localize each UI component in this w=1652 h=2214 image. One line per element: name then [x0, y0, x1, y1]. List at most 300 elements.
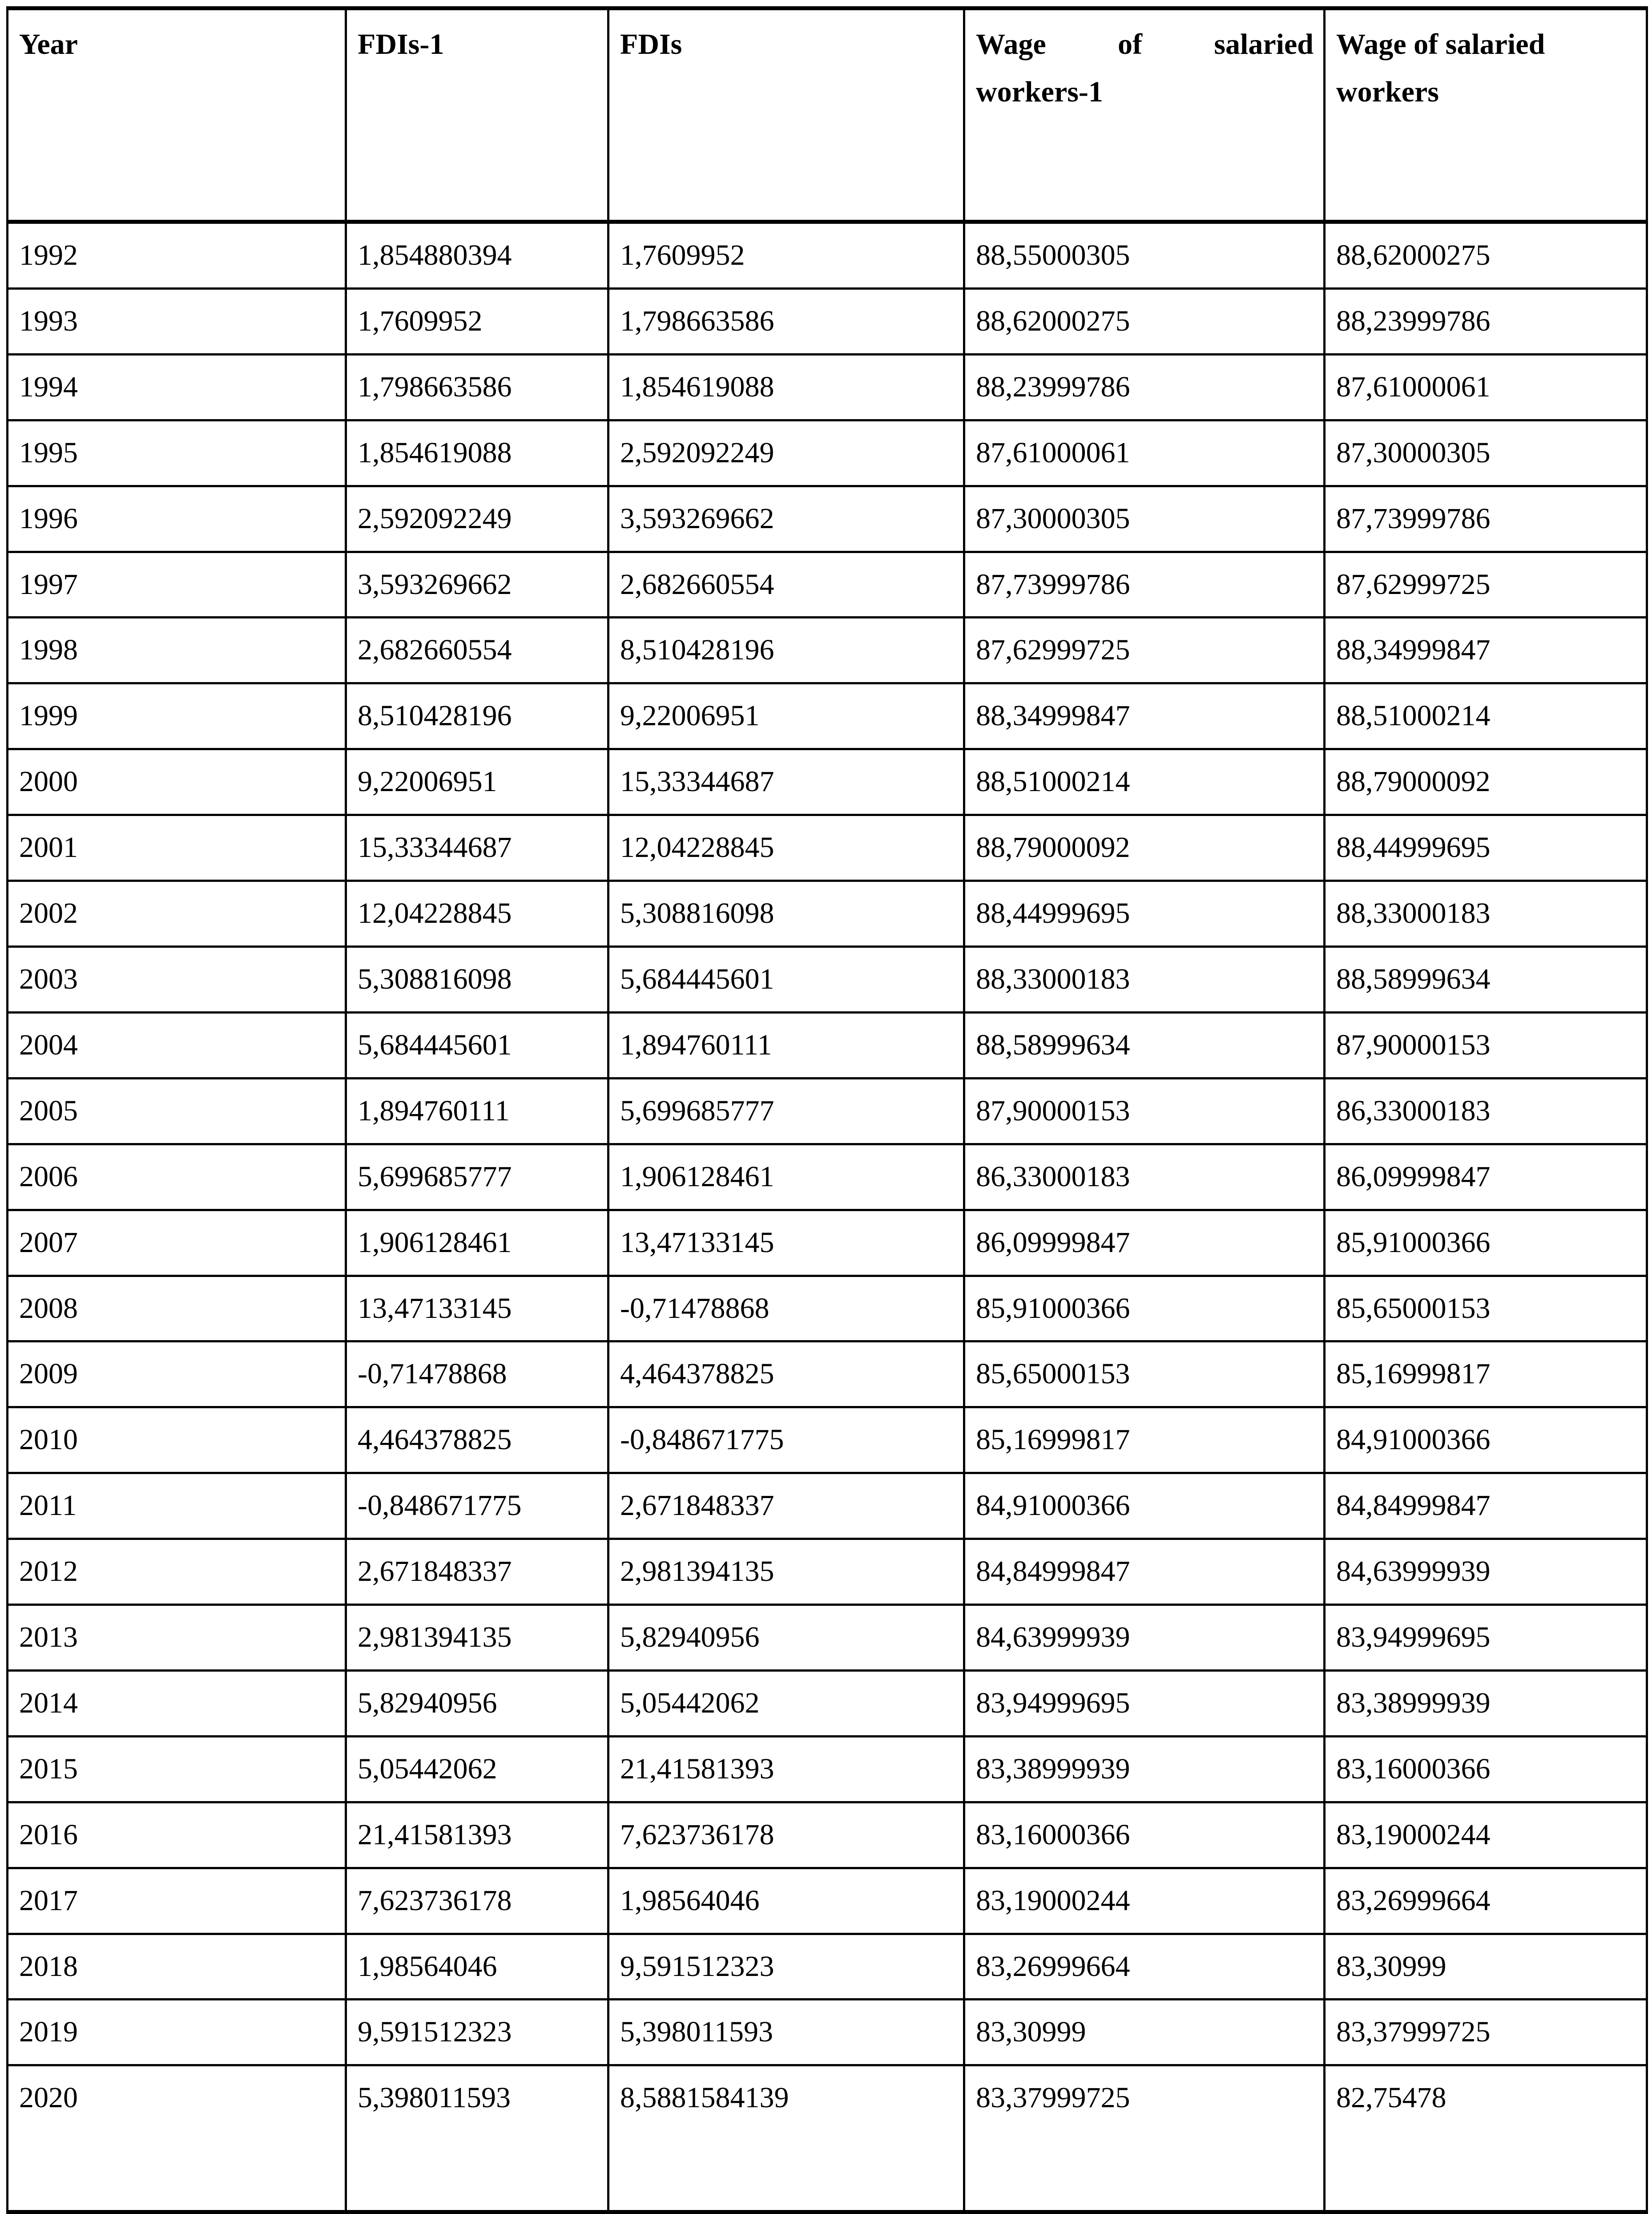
table-cell-wage	[1325, 749, 1647, 815]
cell-value-fdis: 9,22006951	[620, 699, 760, 732]
cell-value-wage1: 84,84999847	[976, 1555, 1130, 1588]
cell-value-wage: 84,63999939	[1336, 1555, 1491, 1588]
cell-value-wage1: 88,62000275	[976, 304, 1130, 337]
table-cell-year	[8, 2000, 346, 2065]
table-cell-year	[8, 1276, 346, 1341]
cell-value-fdis: -0,848671775	[620, 1423, 784, 1456]
table-cell-fdis1	[346, 1341, 608, 1407]
table-cell-wage1	[964, 1934, 1325, 2000]
cell-value-wage1: 87,90000153	[976, 1094, 1130, 1127]
table-row	[8, 1473, 1647, 1539]
table-cell-fdis1	[346, 1802, 608, 1868]
cell-value-wage1: 88,34999847	[976, 699, 1130, 732]
table-cell-wage	[1325, 815, 1647, 881]
cell-value-year: 2000	[19, 765, 78, 798]
table-cell-year	[8, 683, 346, 749]
cell-value-fdis1: 5,684445601	[358, 1028, 512, 1061]
table-cell-wage1	[964, 486, 1325, 552]
table-row	[8, 222, 1647, 289]
fdi-wage-data-table	[6, 6, 1648, 2214]
cell-value-wage: 83,16000366	[1336, 1752, 1491, 1785]
table-cell-fdis	[608, 1605, 964, 1671]
cell-value-wage: 88,44999695	[1336, 831, 1491, 864]
table-cell-year	[8, 618, 346, 683]
column-header-fdis-label: FDIs	[620, 28, 682, 61]
cell-value-wage: 88,79000092	[1336, 765, 1491, 798]
cell-value-fdis1: 1,894760111	[358, 1094, 510, 1127]
table-cell-fdis1	[346, 815, 608, 881]
table-cell-fdis	[608, 552, 964, 618]
table-row	[8, 1012, 1647, 1078]
table-row	[8, 1144, 1647, 1210]
cell-value-wage: 85,91000366	[1336, 1226, 1491, 1259]
table-row	[8, 2000, 1647, 2065]
cell-value-wage: 88,62000275	[1336, 239, 1491, 271]
column-header-wage-line2: workers	[1336, 75, 1439, 108]
cell-value-fdis1: 2,682660554	[358, 634, 512, 667]
table-cell-wage1	[964, 1802, 1325, 1868]
table-cell-fdis1	[346, 1473, 608, 1539]
cell-value-fdis: 1,894760111	[620, 1028, 772, 1061]
cell-value-fdis: 1,7609952	[620, 239, 745, 271]
cell-value-wage1: 88,44999695	[976, 897, 1130, 930]
cell-value-year: 1996	[19, 502, 78, 535]
cell-value-wage1: 88,58999634	[976, 1028, 1130, 1061]
cell-value-fdis1: 9,591512323	[358, 2016, 512, 2048]
table-cell-fdis1	[346, 1012, 608, 1078]
cell-value-fdis1: 5,398011593	[358, 2081, 511, 2114]
table-cell-fdis	[608, 1144, 964, 1210]
column-header-fdis	[608, 8, 964, 222]
table-cell-wage1	[964, 420, 1325, 486]
table-cell-year	[8, 1670, 346, 1736]
cell-value-year: 2001	[19, 831, 78, 864]
cell-value-year: 2020	[19, 2081, 78, 2114]
table-cell-fdis1	[346, 1210, 608, 1276]
cell-value-wage1: 83,16000366	[976, 1818, 1130, 1851]
table-cell-wage1	[964, 354, 1325, 420]
table-cell-year	[8, 486, 346, 552]
table-cell-fdis1	[346, 2065, 608, 2212]
table-cell-wage1	[964, 1670, 1325, 1736]
cell-value-year: 2017	[19, 1884, 78, 1917]
cell-value-wage: 87,30000305	[1336, 436, 1491, 469]
cell-value-wage1: 83,94999695	[976, 1686, 1130, 1719]
table-row	[8, 1341, 1647, 1407]
table-row	[8, 881, 1647, 947]
table-cell-year	[8, 1736, 346, 1802]
table-cell-fdis1	[346, 618, 608, 683]
column-header-wage-line1: Wage of salaried	[1336, 28, 1545, 61]
table-cell-fdis	[608, 486, 964, 552]
cell-value-year: 2007	[19, 1226, 78, 1259]
cell-value-fdis: 13,47133145	[620, 1226, 774, 1259]
table-row	[8, 420, 1647, 486]
cell-value-fdis: 15,33344687	[620, 765, 774, 798]
table-cell-fdis	[608, 618, 964, 683]
table-row	[8, 946, 1647, 1012]
table-row	[8, 1934, 1647, 2000]
table-cell-wage1	[964, 1210, 1325, 1276]
cell-value-fdis: 1,98564046	[620, 1884, 760, 1917]
cell-value-year: 2015	[19, 1752, 78, 1785]
table-cell-wage	[1325, 881, 1647, 947]
cell-value-wage: 85,65000153	[1336, 1292, 1491, 1325]
table-cell-fdis	[608, 1473, 964, 1539]
table-row	[8, 1868, 1647, 1934]
cell-value-year: 2010	[19, 1423, 78, 1456]
table-cell-fdis	[608, 1539, 964, 1605]
table-cell-wage1	[964, 1078, 1325, 1144]
table-cell-year	[8, 2065, 346, 2212]
table-row	[8, 683, 1647, 749]
table-cell-year	[8, 1473, 346, 1539]
cell-value-fdis: 4,464378825	[620, 1357, 774, 1390]
column-header-wage-of-salaried-workers-1	[964, 8, 1325, 222]
table-cell-fdis	[608, 815, 964, 881]
cell-value-fdis1: 5,82940956	[358, 1686, 497, 1719]
cell-value-fdis1: 2,592092249	[358, 502, 512, 535]
cell-value-year: 2019	[19, 2016, 78, 2048]
cell-value-wage1: 86,33000183	[976, 1160, 1130, 1193]
cell-value-year: 1993	[19, 304, 78, 337]
table-cell-fdis1	[346, 1078, 608, 1144]
cell-value-wage1: 88,55000305	[976, 239, 1130, 271]
cell-value-wage: 88,33000183	[1336, 897, 1491, 930]
table-cell-wage	[1325, 1605, 1647, 1671]
table-cell-fdis	[608, 1012, 964, 1078]
table-cell-wage	[1325, 420, 1647, 486]
table-cell-year	[8, 1934, 346, 2000]
table-cell-wage1	[964, 288, 1325, 354]
table-cell-wage	[1325, 1934, 1647, 2000]
table-cell-wage1	[964, 1539, 1325, 1605]
table-cell-fdis	[608, 1078, 964, 1144]
table-cell-year	[8, 1078, 346, 1144]
cell-value-wage: 87,73999786	[1336, 502, 1491, 535]
cell-value-year: 2014	[19, 1686, 78, 1719]
table-cell-wage1	[964, 1144, 1325, 1210]
column-header-wage-1-line2: workers-1	[976, 75, 1103, 108]
table-cell-wage1	[964, 683, 1325, 749]
cell-value-wage1: 83,30999	[976, 2016, 1086, 2048]
cell-value-fdis1: 7,623736178	[358, 1884, 512, 1917]
table-cell-fdis1	[346, 946, 608, 1012]
table-cell-fdis	[608, 1276, 964, 1341]
table-cell-wage	[1325, 2065, 1647, 2212]
table-cell-year	[8, 749, 346, 815]
table-cell-fdis1	[346, 1539, 608, 1605]
table-cell-wage	[1325, 1407, 1647, 1473]
table-cell-fdis1	[346, 1144, 608, 1210]
cell-value-year: 2002	[19, 897, 78, 930]
cell-value-wage: 83,38999939	[1336, 1686, 1491, 1719]
cell-value-wage: 83,26999664	[1336, 1884, 1491, 1917]
table-cell-fdis1	[346, 1736, 608, 1802]
cell-value-year: 2013	[19, 1621, 78, 1654]
table-row	[8, 486, 1647, 552]
table-cell-fdis	[608, 1407, 964, 1473]
cell-value-wage: 84,84999847	[1336, 1489, 1491, 1522]
cell-value-fdis: 2,671848337	[620, 1489, 774, 1522]
table-cell-fdis	[608, 1670, 964, 1736]
table-cell-year	[8, 354, 346, 420]
cell-value-year: 2009	[19, 1357, 78, 1390]
table-cell-fdis1	[346, 354, 608, 420]
cell-value-wage: 86,33000183	[1336, 1094, 1491, 1127]
cell-value-wage1: 83,38999939	[976, 1752, 1130, 1785]
table-cell-wage1	[964, 946, 1325, 1012]
table-cell-fdis	[608, 881, 964, 947]
table-cell-wage1	[964, 222, 1325, 289]
cell-value-fdis1: -0,848671775	[358, 1489, 522, 1522]
cell-value-year: 2012	[19, 1555, 78, 1588]
cell-value-year: 2008	[19, 1292, 78, 1325]
table-cell-fdis	[608, 2000, 964, 2065]
cell-value-fdis1: 1,906128461	[358, 1226, 512, 1259]
table-cell-fdis	[608, 749, 964, 815]
cell-value-fdis: -0,71478868	[620, 1292, 770, 1325]
table-cell-fdis1	[346, 1276, 608, 1341]
table-cell-year	[8, 420, 346, 486]
header-row	[8, 8, 1647, 222]
table-cell-fdis	[608, 1210, 964, 1276]
cell-value-wage1: 87,73999786	[976, 568, 1130, 601]
table-cell-wage	[1325, 1012, 1647, 1078]
table-cell-fdis	[608, 354, 964, 420]
table-row	[8, 1539, 1647, 1605]
table-cell-fdis	[608, 946, 964, 1012]
column-header-fdis-1	[346, 8, 608, 222]
table-row	[8, 2065, 1647, 2212]
table-row	[8, 749, 1647, 815]
cell-value-year: 2003	[19, 962, 78, 995]
cell-value-wage1: 84,63999939	[976, 1621, 1130, 1654]
cell-value-wage: 83,30999	[1336, 1950, 1447, 1983]
table-cell-wage	[1325, 1473, 1647, 1539]
cell-value-wage1: 85,65000153	[976, 1357, 1130, 1390]
table-cell-wage1	[964, 1473, 1325, 1539]
column-header-fdis-1-label: FDIs-1	[358, 28, 444, 61]
cell-value-wage1: 88,33000183	[976, 962, 1130, 995]
cell-value-wage: 83,19000244	[1336, 1818, 1491, 1851]
table-cell-year	[8, 1210, 346, 1276]
cell-value-wage1: 88,23999786	[976, 370, 1130, 403]
table-cell-fdis1	[346, 552, 608, 618]
table-cell-year	[8, 1012, 346, 1078]
cell-value-wage: 88,51000214	[1336, 699, 1491, 732]
table-cell-year	[8, 222, 346, 289]
cell-value-wage: 86,09999847	[1336, 1160, 1491, 1193]
cell-value-fdis: 1,906128461	[620, 1160, 774, 1193]
cell-value-fdis: 5,684445601	[620, 962, 774, 995]
table-cell-fdis	[608, 1934, 964, 2000]
table-cell-year	[8, 1605, 346, 1671]
cell-value-fdis1: 5,699685777	[358, 1160, 512, 1193]
cell-value-wage1: 87,30000305	[976, 502, 1130, 535]
cell-value-wage1: 83,19000244	[976, 1884, 1130, 1917]
cell-value-fdis: 21,41581393	[620, 1752, 774, 1785]
cell-value-fdis: 5,699685777	[620, 1094, 774, 1127]
table-cell-wage	[1325, 1078, 1647, 1144]
column-header-year	[8, 8, 346, 222]
table-row	[8, 1802, 1647, 1868]
table-cell-fdis1	[346, 1934, 608, 2000]
cell-value-fdis: 7,623736178	[620, 1818, 774, 1851]
cell-value-fdis1: 13,47133145	[358, 1292, 512, 1325]
cell-value-fdis1: 1,7609952	[358, 304, 483, 337]
table-cell-wage	[1325, 1802, 1647, 1868]
table-cell-wage1	[964, 1868, 1325, 1934]
table-cell-year	[8, 946, 346, 1012]
table-cell-fdis1	[346, 420, 608, 486]
cell-value-fdis1: 1,854880394	[358, 239, 512, 271]
table-cell-year	[8, 1868, 346, 1934]
cell-value-fdis1: 2,981394135	[358, 1621, 512, 1654]
table-cell-wage1	[964, 1605, 1325, 1671]
cell-value-wage: 88,23999786	[1336, 304, 1491, 337]
table-row	[8, 1605, 1647, 1671]
cell-value-fdis: 1,854619088	[620, 370, 774, 403]
table-cell-fdis	[608, 222, 964, 289]
cell-value-year: 2004	[19, 1028, 78, 1061]
table-row	[8, 1736, 1647, 1802]
table-cell-wage1	[964, 552, 1325, 618]
cell-value-wage: 85,16999817	[1336, 1357, 1491, 1390]
cell-value-wage1: 85,91000366	[976, 1292, 1130, 1325]
cell-value-wage: 88,58999634	[1336, 962, 1491, 995]
table-cell-wage	[1325, 1868, 1647, 1934]
cell-value-year: 2005	[19, 1094, 78, 1127]
table-cell-wage1	[964, 1012, 1325, 1078]
table-cell-fdis1	[346, 1868, 608, 1934]
table-cell-wage	[1325, 222, 1647, 289]
column-header-year-label: Year	[19, 28, 78, 61]
cell-value-year: 2018	[19, 1950, 78, 1983]
table-cell-wage	[1325, 1144, 1647, 1210]
table-cell-wage	[1325, 2000, 1647, 2065]
table-cell-fdis1	[346, 1605, 608, 1671]
cell-value-fdis1: 9,22006951	[358, 765, 497, 798]
table-cell-wage1	[964, 1407, 1325, 1473]
table-cell-fdis1	[346, 881, 608, 947]
cell-value-fdis1: 5,05442062	[358, 1752, 497, 1785]
cell-value-wage: 83,37999725	[1336, 2016, 1491, 2048]
cell-value-wage1: 87,61000061	[976, 436, 1130, 469]
table-row	[8, 1670, 1647, 1736]
table-cell-wage	[1325, 1539, 1647, 1605]
table-cell-wage	[1325, 288, 1647, 354]
cell-value-wage1: 83,37999725	[976, 2081, 1130, 2114]
table-cell-year	[8, 1144, 346, 1210]
cell-value-fdis: 5,308816098	[620, 897, 774, 930]
table-row	[8, 1276, 1647, 1341]
column-header-wage-1-line1: Wage of salaried	[976, 28, 1314, 61]
table-row	[8, 1210, 1647, 1276]
table-row	[8, 354, 1647, 420]
cell-value-fdis1: 1,98564046	[358, 1950, 497, 1983]
table-cell-fdis1	[346, 1670, 608, 1736]
table-cell-year	[8, 1539, 346, 1605]
table-cell-fdis	[608, 1868, 964, 1934]
cell-value-fdis: 8,5881584139	[620, 2081, 789, 2114]
table-cell-fdis1	[346, 2000, 608, 2065]
table-cell-wage1	[964, 881, 1325, 947]
table-header	[8, 8, 1647, 222]
cell-value-wage: 82,75478	[1336, 2081, 1447, 2114]
table-cell-fdis1	[346, 288, 608, 354]
table-cell-year	[8, 881, 346, 947]
cell-value-wage: 88,34999847	[1336, 634, 1491, 667]
cell-value-wage: 83,94999695	[1336, 1621, 1491, 1654]
table-cell-wage	[1325, 1210, 1647, 1276]
cell-value-wage: 84,91000366	[1336, 1423, 1491, 1456]
cell-value-fdis: 3,593269662	[620, 502, 774, 535]
cell-value-year: 1994	[19, 370, 78, 403]
table-cell-wage	[1325, 946, 1647, 1012]
cell-value-fdis1: 3,593269662	[358, 568, 512, 601]
cell-value-wage1: 88,79000092	[976, 831, 1130, 864]
table-cell-wage1	[964, 2065, 1325, 2212]
cell-value-fdis: 5,398011593	[620, 2016, 774, 2048]
cell-value-fdis: 2,592092249	[620, 436, 774, 469]
table-cell-wage1	[964, 749, 1325, 815]
table-row	[8, 815, 1647, 881]
cell-value-year: 2006	[19, 1160, 78, 1193]
cell-value-fdis1: 4,464378825	[358, 1423, 512, 1456]
table-cell-wage	[1325, 618, 1647, 683]
cell-value-year: 1995	[19, 436, 78, 469]
cell-value-fdis: 9,591512323	[620, 1950, 774, 1983]
cell-value-fdis1: 21,41581393	[358, 1818, 512, 1851]
table-cell-wage1	[964, 618, 1325, 683]
cell-value-fdis: 8,510428196	[620, 634, 774, 667]
table-cell-fdis1	[346, 1407, 608, 1473]
cell-value-fdis1: 8,510428196	[358, 699, 512, 732]
cell-value-year: 1999	[19, 699, 78, 732]
cell-value-fdis1: -0,71478868	[358, 1357, 507, 1390]
table-cell-wage	[1325, 354, 1647, 420]
table-cell-fdis	[608, 683, 964, 749]
cell-value-fdis: 1,798663586	[620, 304, 774, 337]
table-cell-wage	[1325, 1736, 1647, 1802]
cell-value-fdis1: 2,671848337	[358, 1555, 512, 1588]
cell-value-fdis1: 5,308816098	[358, 962, 512, 995]
cell-value-wage1: 85,16999817	[976, 1423, 1130, 1456]
table-cell-fdis1	[346, 222, 608, 289]
cell-value-wage: 87,90000153	[1336, 1028, 1491, 1061]
table-row	[8, 288, 1647, 354]
table-cell-year	[8, 1341, 346, 1407]
table-cell-wage	[1325, 552, 1647, 618]
table-cell-wage1	[964, 815, 1325, 881]
table-cell-year	[8, 815, 346, 881]
table-row	[8, 1407, 1647, 1473]
table-row	[8, 618, 1647, 683]
cell-value-wage1: 87,62999725	[976, 634, 1130, 667]
table-cell-wage1	[964, 1341, 1325, 1407]
table-cell-wage	[1325, 486, 1647, 552]
table-cell-wage1	[964, 1276, 1325, 1341]
table-row	[8, 552, 1647, 618]
table-cell-year	[8, 288, 346, 354]
table-cell-year	[8, 552, 346, 618]
column-header-wage-of-salaried-workers	[1325, 8, 1647, 222]
cell-value-year: 2016	[19, 1818, 78, 1851]
table-cell-fdis1	[346, 683, 608, 749]
cell-value-fdis1: 1,798663586	[358, 370, 512, 403]
table-cell-wage	[1325, 1276, 1647, 1341]
